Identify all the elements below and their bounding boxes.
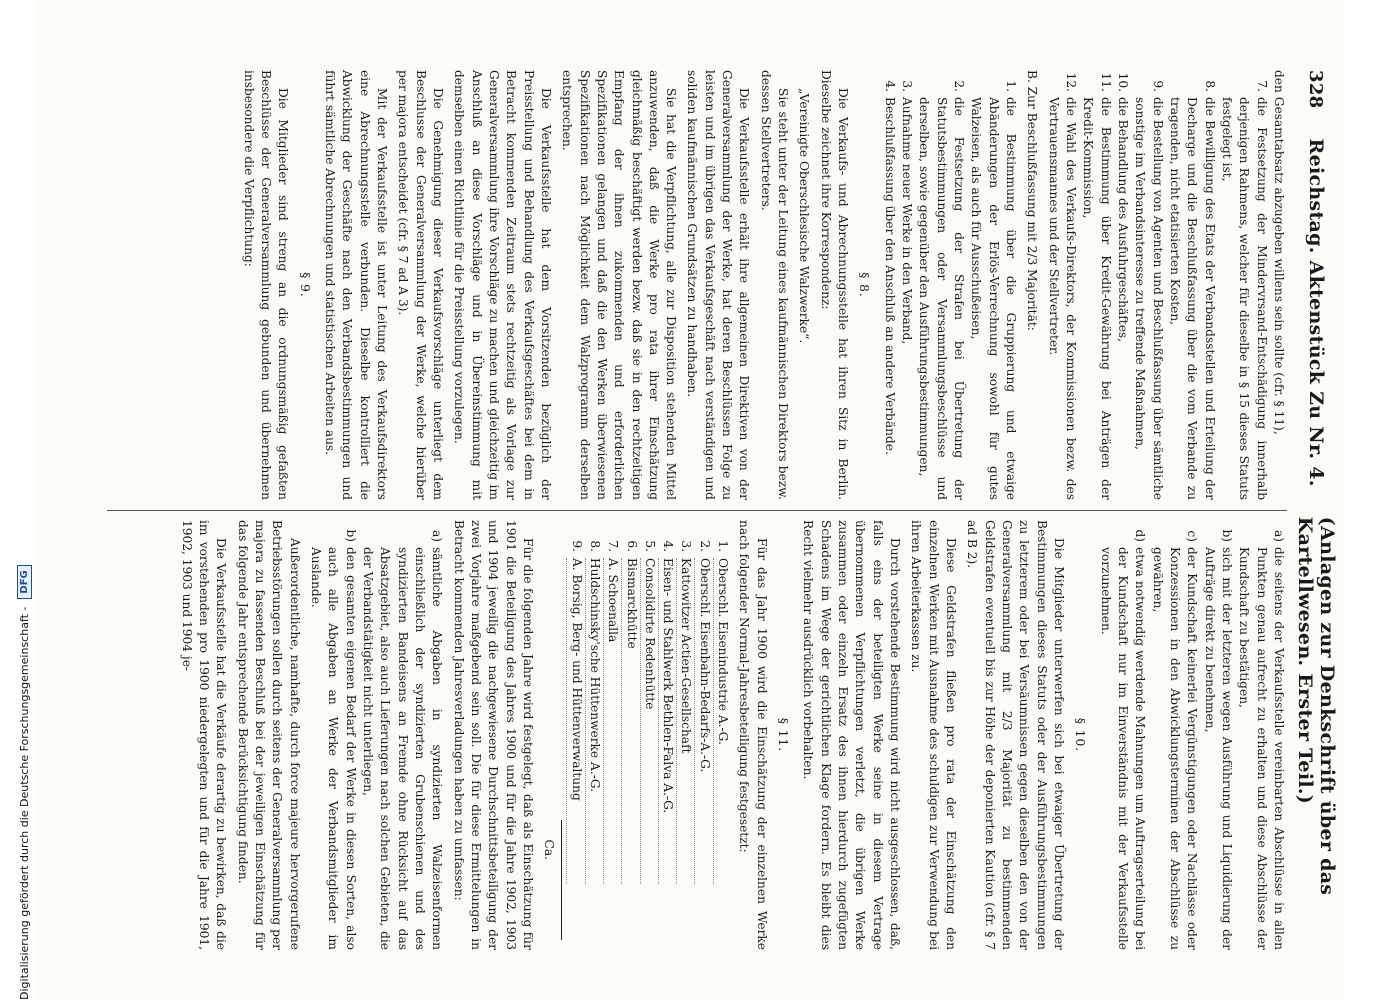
list-number: 10. <box>1116 72 1131 92</box>
right-column <box>173 520 1287 950</box>
obligation-number: c) <box>1185 530 1200 542</box>
obligation-number: d) <box>1133 529 1148 542</box>
section-b-number: 2. <box>952 80 967 92</box>
works-value <box>640 890 658 950</box>
section-11-sub-text: den gesamten eigenen Bedarf der Werke in diesen Sorten, also auch alle Abgaben an Werke der Verbandsmitglieder im Auslande. <box>308 547 358 950</box>
section-8-paragraph: Die Genehmigung dieser Verkaufsvorschläge unterliegt dem Beschlusse der Generalversammlung der Werke, welche hierüber per majora entscheidet (cfr. § 7 ad A 3). <box>396 70 445 500</box>
section-11-tail: Die Verkaufsstelle hat die Verkäufe derartig zu bewirken, daß die im vorstehenden pro 1900 niedergelegten und für die Jahre 1901, 1902, 1903 und 1904 je- <box>179 520 229 950</box>
section-b-text: die Festsetzung der Strafen bei Übertretung der Statutsbestimmungen oder Versammlungsbeschlüsse und derselben, sowie gegenüber den Ausführungsbestimmungen, <box>917 97 967 500</box>
page-number: 328 <box>1305 70 1327 109</box>
obligation-text: der Kundschaft keinerlei Vergünstigungen oder Nachlässe oder Konzessionen in den Abwicklungsterminen der Abschlüsse zu gewähren, <box>1150 547 1200 950</box>
dfg-logo: DFG <box>17 565 32 598</box>
section-11-intro: Für das Jahr 1900 wird die Einschätzung der einzelnen Werke nach folgender Normal-Jahresbeteiligung festgesetzt: <box>737 520 769 950</box>
works-value <box>566 890 584 950</box>
section-8-paragraph: Sie steht unter der Leitung eines kaufmännischen Direktors bezw. dessen Stellvertreters. <box>758 70 791 500</box>
section-b-item <box>915 70 967 500</box>
works-value <box>621 890 639 950</box>
works-name: Oberschl. Eisenbahn-Bedarfs-A.-G. <box>695 558 713 884</box>
obligation-text: die seitens der Verkaufsstelle vereinbarten Abschlüsse in allen Punkten genau aufrecht zu erhalten und diese Abschlüsse der Kundschaft zu bestätigen, <box>1237 547 1286 950</box>
works-number: 6. <box>624 540 639 552</box>
works-name: Kattowitzer Actien-Gesellschaft <box>676 558 694 884</box>
works-row <box>695 530 713 950</box>
list-item <box>1218 70 1270 500</box>
works-row <box>658 530 676 950</box>
works-row <box>676 530 694 950</box>
works-value <box>658 890 676 950</box>
header-title: Reichstag. Aktenstück Zu Nr. 4. <box>1305 138 1327 487</box>
list-item <box>1079 70 1114 500</box>
list-text: die Bewilligung des Etats der Verbandsstellen und Erteilung der Decharge und die Beschlußfassung über die vom Verbande zu tragenden, nicht etatisierten Kosten, <box>1168 97 1217 500</box>
section-b-text: Aufnahme neuer Werke in den Verband, <box>900 97 915 345</box>
list-number: 11. <box>1098 72 1113 92</box>
section-8-paragraph: Die Verkaufsstelle erhält ihre allgemeinen Direktiven von der Generalversammlung der Werke, hat deren Beschlüssen Folge zu leisten und im übrigen das Verkaufsgeschäft nach verständigen und soliden kaufmännischen Grundsätzen zu handhaben. <box>685 70 752 500</box>
section-b-text: Beschlußfassung über den Anschluß an andere Verbände. <box>882 97 897 455</box>
section-8-paragraph: Sie hat die Verpflichtung, alle zur Disposition stehenden Mittel anzuwenden, daß die Werke pro rata ihrer Einschätzung gleichmäßig beschäftigt werden bezw. daß sie in den rechtzeitigen Empfang der ihnen zukommenden und erforderlichen Spezifikationen gelangen und daß die den Werken überwiesenen Spezifikationen nach Möglichkeit dem Walzprogramm derselben entsprechen. <box>560 70 679 500</box>
section-b-text: die Bestimmung über die Gruppierung und etwaige Abänderungen der Erlös-Verrechnung sowohl für gutes Walzeisen, als auch für Ausschußeisen, <box>969 97 1019 500</box>
section-11-sub-number: b) <box>343 529 358 542</box>
left-intro: den Gesamtabsatz abzugeben willens sein sollte (cfr. § 11), <box>1272 70 1286 435</box>
list-text: die Wahl des Verkaufs-Direktors, der Kommissionen bezw. des Vertrauensmannes und der Stellvertreter. <box>1046 97 1079 500</box>
list-number: 8. <box>1202 80 1217 92</box>
rotated-document-page <box>35 0 1345 1000</box>
section-11-paragraph: Für die folgenden Jahre wird festgelegt, daß als Einschätzung für 1901 die Beteiligung des Jahres 1900 und für die Jahre 1902, 1903 und 1904 jeweilig die nachgewiesene Durchschnittsbeteiligung der zwei Vorjahre maßgebend sein soll. Die für diese Ermittelungen in Betracht kommenden Jahresverladungen haben zu umfassen: <box>451 520 535 950</box>
works-name: A. Schoenalla <box>603 558 621 884</box>
obligation-item <box>1148 520 1200 950</box>
left-column <box>235 70 1287 500</box>
list-text: die Bestimmung über Kredit-Gewährung bei Anträgen der Kredit-Kommission, <box>1081 97 1113 500</box>
obligation-text: sich mit der letzteren wegen Ausführung und Liquidierung der Aufträge direkt zu benehmen, <box>1202 547 1235 950</box>
works-row <box>566 530 584 950</box>
list-item <box>1114 70 1131 500</box>
section-b-item <box>898 70 915 500</box>
works-number: 1. <box>716 540 731 552</box>
section-11-sub-text: sämtliche Abgaben in syndizierten Walzeisenformen einschließlich der syndizierten Grubenschienen und des syndizierten Bandeisens an Fremde ohne Rücksicht auf das Absatzgebiet, also auch Lieferungen nach solchen Gebieten, die der Verbandstätigkeit nicht unterliegen, <box>360 547 445 950</box>
footer-text: Digitalisierung gefördert durch die Deutsche Forschungsgemeinschaft - <box>17 606 31 1000</box>
works-name: Consolidirte Redenhütte <box>640 558 658 884</box>
section-8-paragraph: „Vereinigte Oberschlesische Walzwerke“. <box>797 88 812 344</box>
works-row <box>640 530 658 950</box>
works-value <box>676 890 694 950</box>
list-text: die Festsetzung der Mindervrsand-Entschädigung innerhalb derjenigen Rahmens, welcher für dieselbe in § 15 dieses Statuts festgelegt ist, <box>1220 97 1269 500</box>
section-8-paragraph: Die Verkaufsstelle hat dem Vorsitzenden bezüglich der Preisstellung und Behandlung des Verkaufsgeschäftes bei dem in Betracht kommenden Zeitraum stets rechtzeitig als Vorlage zur Generalversammlung ihre Vorschläge zu machen und gleichzeitig im Anschluß an diese Vorschläge und in Übereinstimmung mit demselben einen Richtlinie für die Preisstellung vorzulegen. <box>452 70 553 500</box>
list-text: die Behandlung des Ausfuhrgeschäftes, <box>1116 97 1131 343</box>
section-b-number: 3. <box>900 80 915 92</box>
works-name: A. Borsig, Berg- und Hüttenverwaltung <box>566 558 584 884</box>
works-value <box>603 890 621 950</box>
works-number: 4. <box>661 540 676 552</box>
section-b-item <box>967 70 1019 500</box>
list-number: 9. <box>1150 80 1165 92</box>
section-9-title: § 9. <box>297 272 312 298</box>
obligation-number: a) <box>1272 529 1286 542</box>
works-value <box>585 890 603 950</box>
list-number: 7. <box>1254 80 1269 92</box>
section-9-paragraph: Die Mitglieder sind streng an die ordnungsmäßig gefaßten Beschlüsse der Generalversammlung gebunden und übernehmen insbesondere die Verpflichtung: <box>241 70 291 500</box>
section-10-title: § 10. <box>1073 717 1088 753</box>
works-number: 5. <box>642 540 657 552</box>
works-number: 8. <box>587 540 602 552</box>
page-header <box>1294 70 1338 950</box>
works-row <box>585 530 603 950</box>
digitization-footer <box>14 0 34 1000</box>
works-row <box>621 530 639 950</box>
list-item <box>1166 70 1218 500</box>
section-b-number: 1. <box>1004 80 1019 92</box>
works-value <box>713 890 731 950</box>
section-11-title: § 11. <box>776 717 791 753</box>
section-11-sub-number: a) <box>430 529 445 542</box>
header-subtitle: (Anlagen zur Denkschrift über das Kartellwesen. Erster Teil.) <box>1294 516 1338 896</box>
works-name: Bismarckhütte <box>621 558 639 884</box>
section-11-sub-item <box>359 520 446 950</box>
section-8-title: § 8. <box>857 272 872 298</box>
works-number: 7. <box>606 540 621 552</box>
section-b-number: 4. <box>882 80 897 92</box>
works-name: Huldschinsky'sche Hüttenwerke A.-G. <box>585 558 603 884</box>
section-10-paragraph: Durch vorstehende Bestimmung wird nicht ausgeschlossen, daß, falls eins der beteiligten Werke seine in diesem Vertrage übernommenen Verpflichtungen verletzt, die übrigen Werke zusammen oder einzeln Ersatz des ihnen hierdurch zugefügten Schadens im Wege der gerichtlichen Klage fordern. Es bleibt dies Recht vielmehr ausdrücklich vorbehalten. <box>801 520 903 950</box>
list-text: die Bestellung von Agenten und Beschlußfassung über sämtliche sonstige im Verbandsinteresse zu treffende Maßnahmen, <box>1133 97 1165 500</box>
works-number: 2. <box>697 540 712 552</box>
list-item <box>1131 70 1166 500</box>
sum-total: Ca. <box>542 839 557 860</box>
obligation-text: etwa notwendig werdende Mahnungen um Auftragserteilung bei der Kundschaft nur im Einverständnis mit der Verkaufsstelle vorzunehmen. <box>1098 547 1148 950</box>
works-name: Eisen- und Stahlwerk Bethlen-Falva A.-G. <box>658 558 676 884</box>
works-number: 3. <box>679 540 694 552</box>
list-item <box>1044 70 1079 500</box>
works-row <box>713 530 731 950</box>
section-8-paragraph: Die Verkaufs- und Abrechnungsstelle hat ihren Sitz in Berlin. Dieselbe zeichnet ihre Korrespondenz: <box>818 70 851 500</box>
section-11-sub-item <box>307 520 359 950</box>
sum-rule <box>561 820 562 940</box>
section-b-item <box>880 70 897 500</box>
list-number: 12. <box>1064 72 1079 92</box>
works-number: 9. <box>569 540 584 552</box>
section-10-paragraph: Diese Geldstrafen fließen pro rata der Einschätzung den einzelnen Werken mit Ausnahme des schuldigen zur Verwendung bei ihren Arbeiterkassen zu. <box>909 520 959 950</box>
works-value <box>695 890 713 950</box>
obligation-item <box>1200 520 1235 950</box>
section-8-paragraph: Mit der Verkaufsstelle ist unter Leitung des Verkaufsdirektors eine Abrechnungsstelle verbunden. Dieselbe kontrolliert die Abwicklung der Geschäfte nach den Verbandsbestimmungen und führt sämtliche Abrechnungen und statistischen Arbeiten aus. <box>322 70 389 500</box>
column-divider <box>107 510 1287 511</box>
section-b-heading: B. Zur Beschlußfassung mit 2/3 Majorität: <box>1025 70 1040 331</box>
works-name: Oberschl. Eisenindustrie A.-G. <box>713 558 731 884</box>
obligation-item <box>1096 520 1148 950</box>
obligation-number: b) <box>1220 529 1235 542</box>
obligation-item <box>1235 520 1287 950</box>
works-row <box>603 530 621 950</box>
section-10-paragraph: Die Mitglieder unterwerfen sich bei etwaiger Übertretung der Bestimmungen dieses Statuts oder der Ausführungsbestimmungen zu letzterem oder bei Versäumnissen gegen dieselben den von der Generalversammlung mit 2/3 Majorität zu bestimmenden Geldstrafen eventuell bis zur Höhe der deponierten Kaution (cfr. § 7 ad B 2). <box>965 520 1067 950</box>
section-11-tail: Außerordentliche, namhafte, durch force majeure hervorgerufene Betriebsstörungen sollen durch seitens der Generalversammlung per majora zu fassenden Beschluß bei der jeweiligen Einschätzung für das folgende Jahr entsprechende Berücksichtigung finden. <box>235 520 302 950</box>
